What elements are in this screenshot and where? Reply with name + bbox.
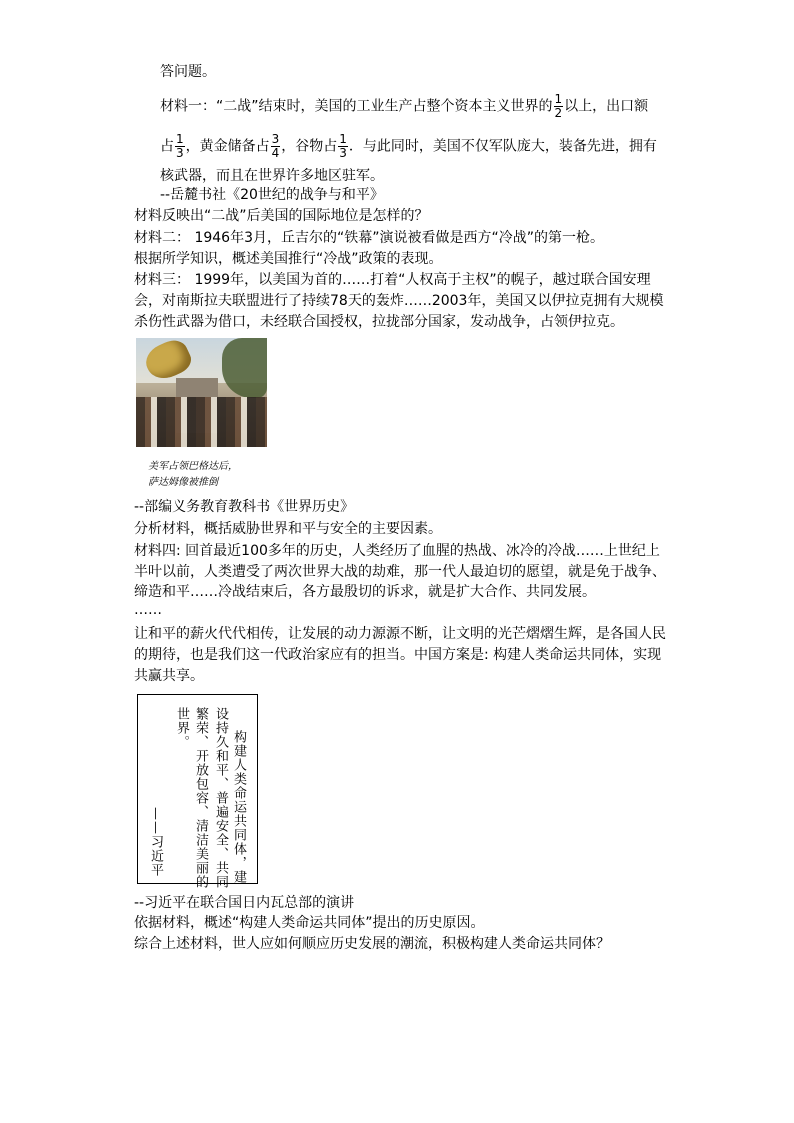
question-1: 材料反映出“二战”后美国的国际地位是怎样的？ bbox=[134, 208, 429, 224]
photo-caption-line-2: 萨达姆像被推倒 bbox=[148, 477, 218, 488]
text: ，谷物占 bbox=[281, 138, 338, 155]
quote-column-3: 繁荣、开放包容、清洁美丽的 bbox=[193, 707, 208, 889]
material-4-line-6: 共赢共享。 bbox=[134, 668, 204, 684]
material-1-line-3: 核武器，而且在世界许多地区驻军。 bbox=[160, 168, 384, 184]
question-5: 综合上述材料，世人应如何顺应历史发展的潮流，积极构建人类命运共同体？ bbox=[134, 936, 610, 952]
source-citation-1: --岳麓书社《20世纪的战争与和平》 bbox=[160, 187, 384, 203]
text: 占 bbox=[160, 138, 174, 155]
ellipsis: …… bbox=[134, 602, 162, 618]
quote-column-4: 世界。 bbox=[174, 707, 189, 749]
question-2: 根据所学知识，概述美国推行“冷战”政策的表现。 bbox=[134, 251, 443, 267]
fraction-three-quarters: $\frac{3}{4}$ bbox=[271, 132, 280, 160]
material-3-line-3: 杀伤性武器为借口，未经联合国授权，拉拢部分国家，发动战争，占领伊拉克。 bbox=[134, 314, 624, 330]
text: ，黄金储备占 bbox=[185, 138, 270, 155]
material-2: 材料二： 1946年3月，丘吉尔的“铁幕”演说被看做是西方“冷战”的第一枪。 bbox=[134, 230, 604, 246]
intro-text: 答问题。 bbox=[160, 64, 216, 80]
fraction-one-third: $\frac{1}{3}$ bbox=[176, 132, 184, 160]
material-4-line-3: 缔造和平……冷战结束后，各方最殷切的诉求，就是扩大合作、共同发展。 bbox=[134, 584, 596, 600]
material-1-line-1 bbox=[160, 93, 648, 120]
material-4-line-2: 半叶以前，人类遭受了两次世界大战的劫难，那一代人最迫切的愿望，就是免于战争、 bbox=[134, 564, 666, 580]
fraction-one-third: $\frac{1}{3}$ bbox=[339, 132, 347, 160]
material-3-line-1: 材料三： 1999年，以美国为首的……打着“人权高于主权”的幌子，越过联合国安理 bbox=[134, 272, 651, 288]
source-citation-4: --习近平在联合国日内瓦总部的演讲 bbox=[134, 895, 355, 911]
material-4-line-5: 的期待，也是我们这一代政治家应有的担当。中国方案是: 构建人类命运共同体，实现 bbox=[134, 647, 662, 663]
xi-quote-box bbox=[137, 694, 258, 889]
material-4-line-4: 让和平的薪火代代相传，让发展的动力源源不断，让文明的光芒熠熠生辉，是各国人民 bbox=[134, 626, 666, 642]
text: 以上，出口额 bbox=[564, 98, 649, 115]
quote-signature: ——习近平 bbox=[148, 807, 163, 877]
quote-column-1: 构建人类命运共同体，建 bbox=[231, 730, 246, 884]
material-3-line-2: 会，对南斯拉夫联盟进行了持续78天的轰炸……2003年，美国又以伊拉克拥有大规模 bbox=[134, 293, 664, 309]
quote-column-2: 设持久和平、普遍安全、共同 bbox=[213, 707, 228, 889]
fraction-one-half: $\frac{1}{2}$ bbox=[554, 92, 563, 120]
material-4-line-1: 材料四: 回首最近100多年的历史，人类经历了血腥的热战、冰冷的冷战……上世纪上 bbox=[134, 543, 660, 559]
photo-caption-line-1: 美军占领巴格达后， bbox=[148, 461, 238, 472]
material-1-line-2 bbox=[160, 133, 657, 160]
photo-tree bbox=[222, 338, 267, 398]
question-4: 依据材料，概述“构建人类命运共同体”提出的历史原因。 bbox=[134, 915, 485, 931]
statue-toppling-photo bbox=[136, 338, 267, 447]
text: 材料一：“二战”结束时，美国的工业生产占整个资本主义世界的 bbox=[160, 98, 553, 115]
source-citation-3: --部编义务教育教科书《世界历史》 bbox=[134, 499, 355, 515]
question-3: 分析材料，概括威胁世界和平与安全的主要因素。 bbox=[134, 521, 442, 537]
photo-crowd bbox=[136, 397, 267, 447]
text: ．与此同时，美国不仅军队庞大，装备先进，拥有 bbox=[348, 138, 657, 155]
